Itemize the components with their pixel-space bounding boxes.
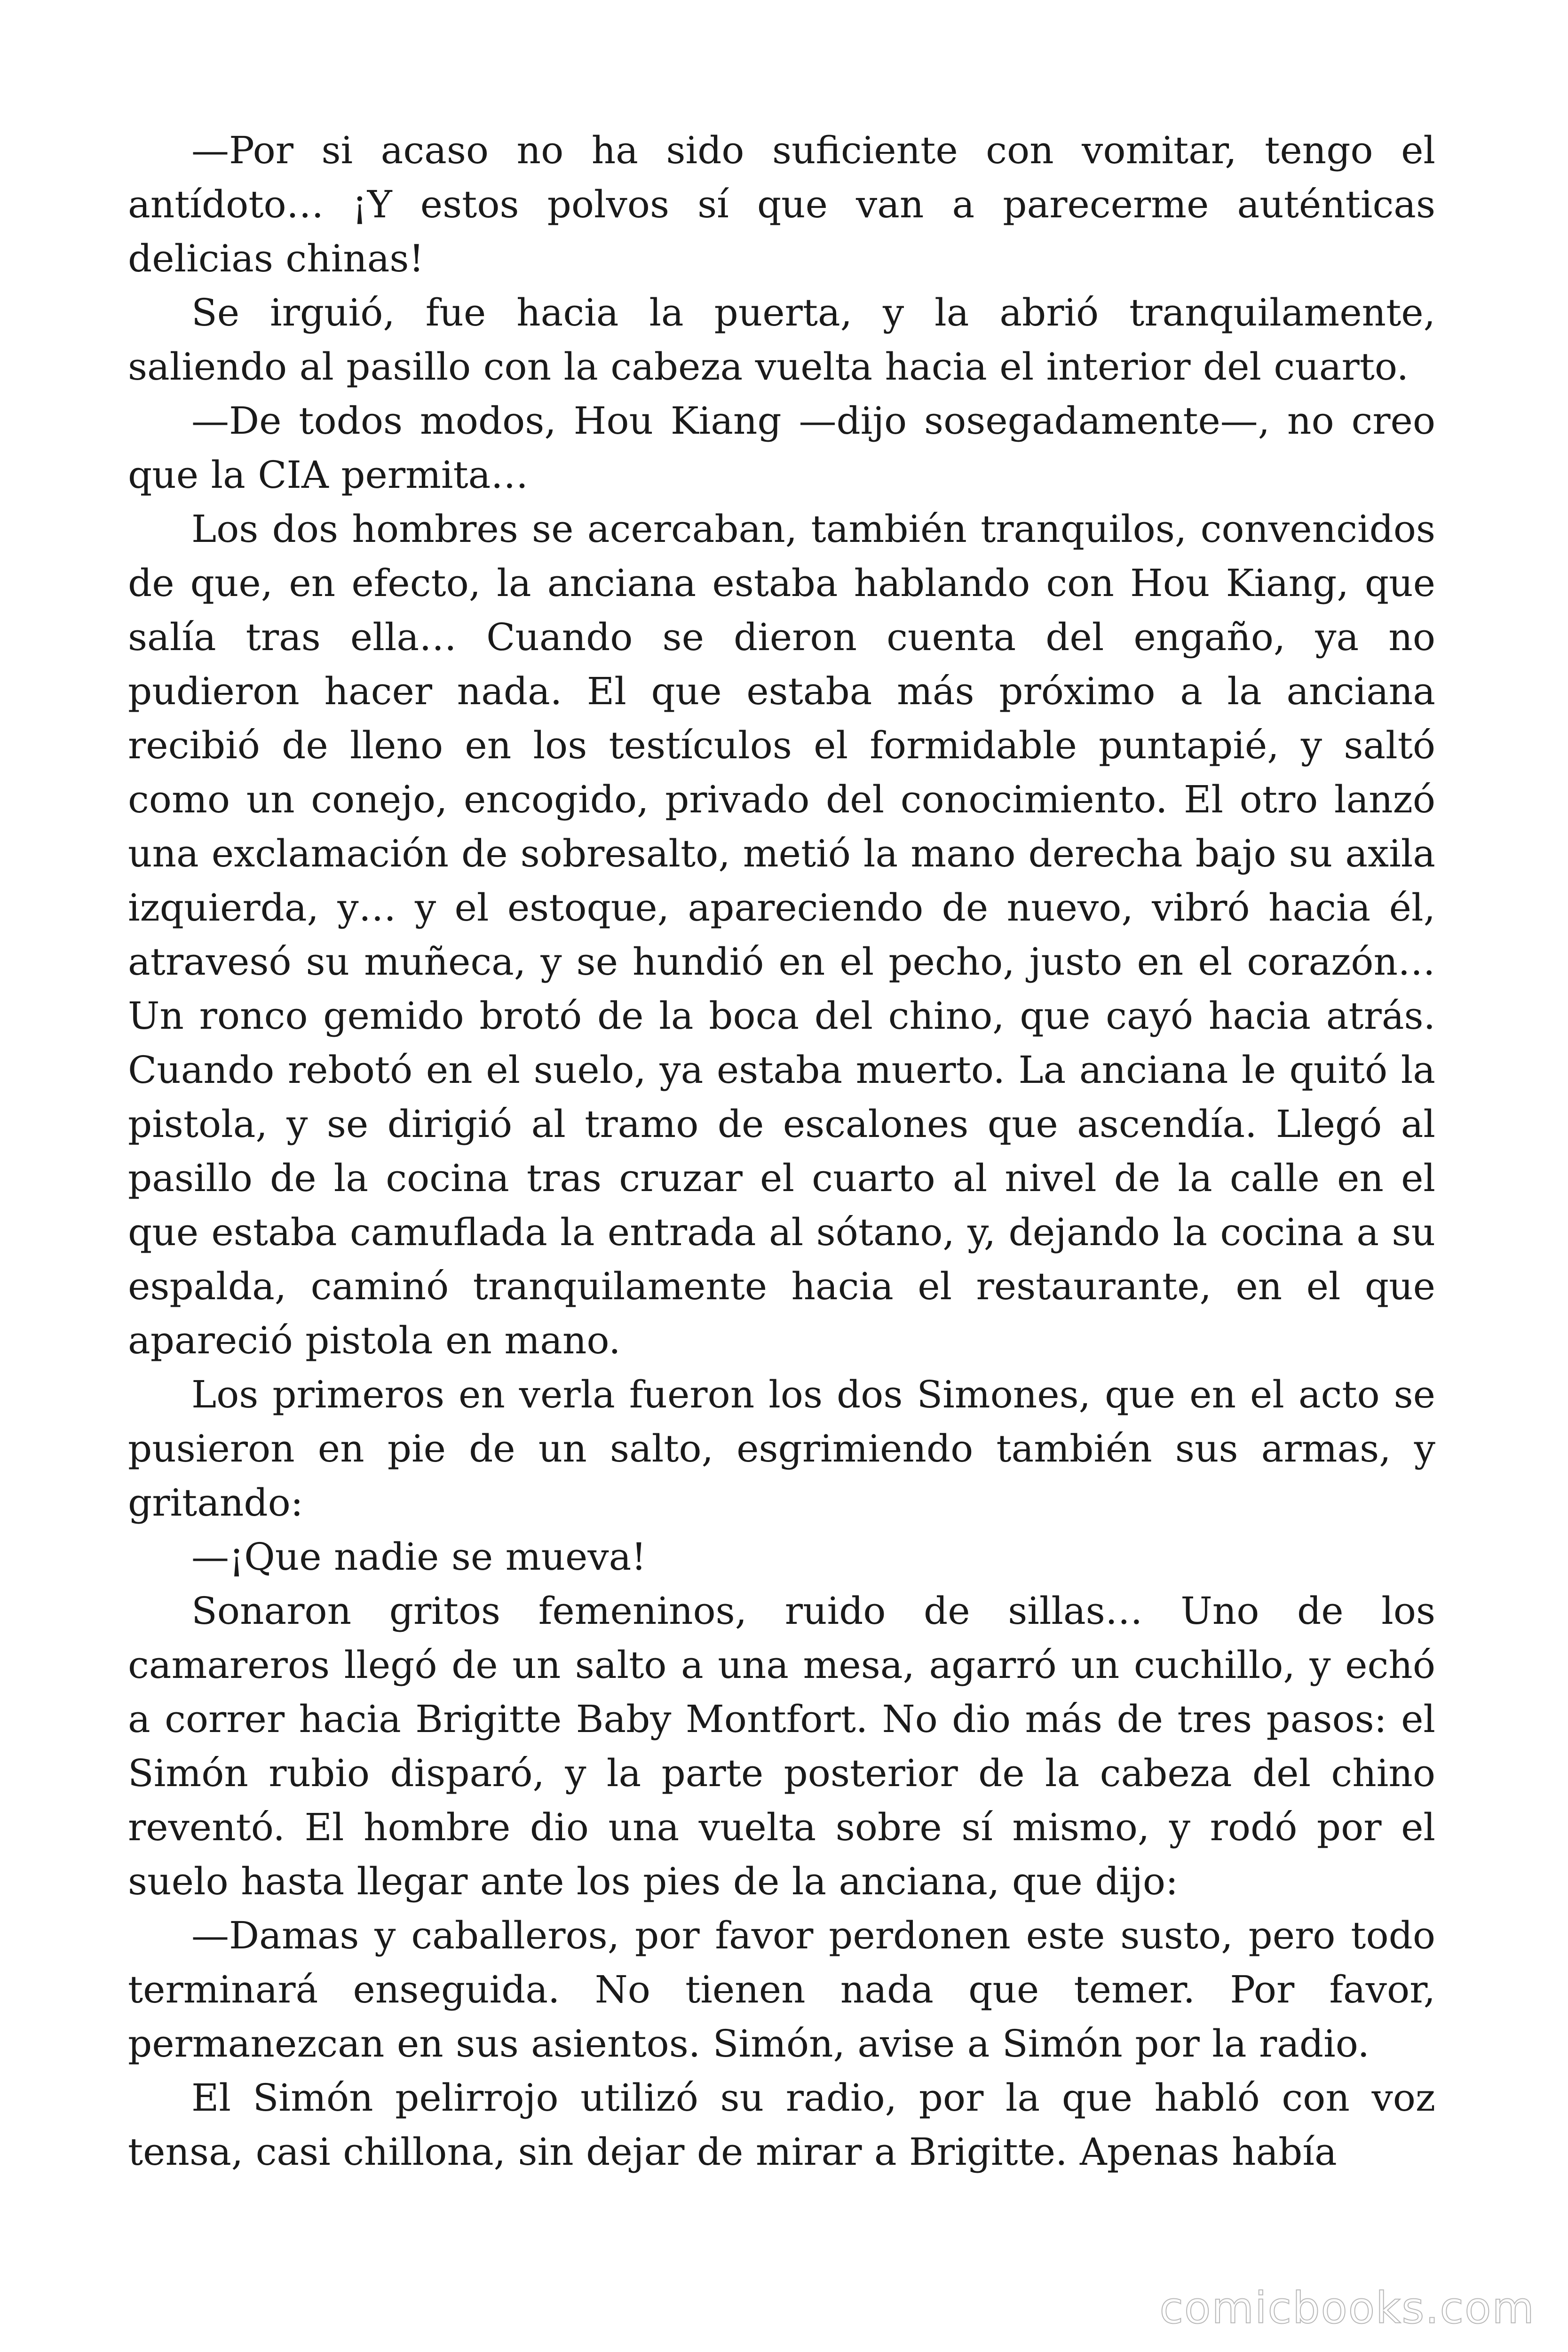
- book-page-text: [128, 123, 1435, 2179]
- paragraph: —De todos modos, Hou Kiang —dijo sosegadamente—, no creo que la CIA permita…: [128, 399, 1435, 497]
- paragraph: El Simón pelirrojo utilizó su radio, por la que habló con voz tensa, casi chillona, sin dejar de mirar a Brigitte. Apenas había: [128, 2076, 1435, 2174]
- paragraph: —Damas y caballeros, por favor perdonen este susto, pero todo terminará enseguida. No tienen nada que temer. Por favor, permanezcan en sus asientos. Simón, avise a Simón por la radio.: [128, 1914, 1435, 2066]
- paragraph: Los primeros en verla fueron los dos Simones, que en el acto se pusieron en pie de un salto, esgrimiendo también sus armas, y gritando:: [128, 1373, 1435, 1525]
- watermark: comicbooks.com: [1159, 2283, 1535, 2333]
- paragraph: Se irguió, fue hacia la puerta, y la abrió tranquilamente, saliendo al pasillo con la cabeza vuelta hacia el interior del cuarto.: [128, 291, 1435, 389]
- paragraph: Los dos hombres se acercaban, también tranquilos, convencidos de que, en efecto, la anciana estaba hablando con Hou Kiang, que salía tras ella… Cuando se dieron cuenta del engaño, ya no pudieron hacer nada. El que estaba más próximo a la anciana recibió de lleno en los testículos el formidable puntapié, y saltó como un conejo, encogido, privado del conocimiento. El otro lanzó una exclamación de sobresalto, metió la mano derecha bajo su axila izquierda, y… y el estoque, apareciendo de nuevo, vibró hacia él, atravesó su muñeca, y se hundió en el pecho, justo en el corazón… Un ronco gemido brotó de la boca del chino, que cayó hacia atrás. Cuando rebotó en el suelo, ya estaba muerto. La anciana le quitó la pistola, y se dirigió al tramo de escalones que ascendía. Llegó al pasillo de la cocina tras cruzar el cuarto al nivel de la calle en el que estaba camuflada la entrada al sótano, y, dejando la cocina a su espalda, caminó tranquilamente hacia el restaurante, en el que apareció pistola en mano.: [128, 507, 1435, 1362]
- paragraph: Sonaron gritos femeninos, ruido de sillas… Uno de los camareros llegó de un salto a una mesa, agarró un cuchillo, y echó a correr hacia Brigitte Baby Montfort. No dio más de tres pasos: el Simón rubio disparó, y la parte posterior de la cabeza del chino reventó. El hombre dio una vuelta sobre sí mismo, y rodó por el suelo hasta llegar ante los pies de la anciana, que dijo:: [128, 1589, 1435, 1903]
- paragraph: —¡Que nadie se mueva!: [191, 1535, 647, 1579]
- paragraph: —Por si acaso no ha sido suficiente con vomitar, tengo el antídoto… ¡Y estos polvos sí que van a parecerme auténticas delicias chinas!: [128, 128, 1435, 280]
